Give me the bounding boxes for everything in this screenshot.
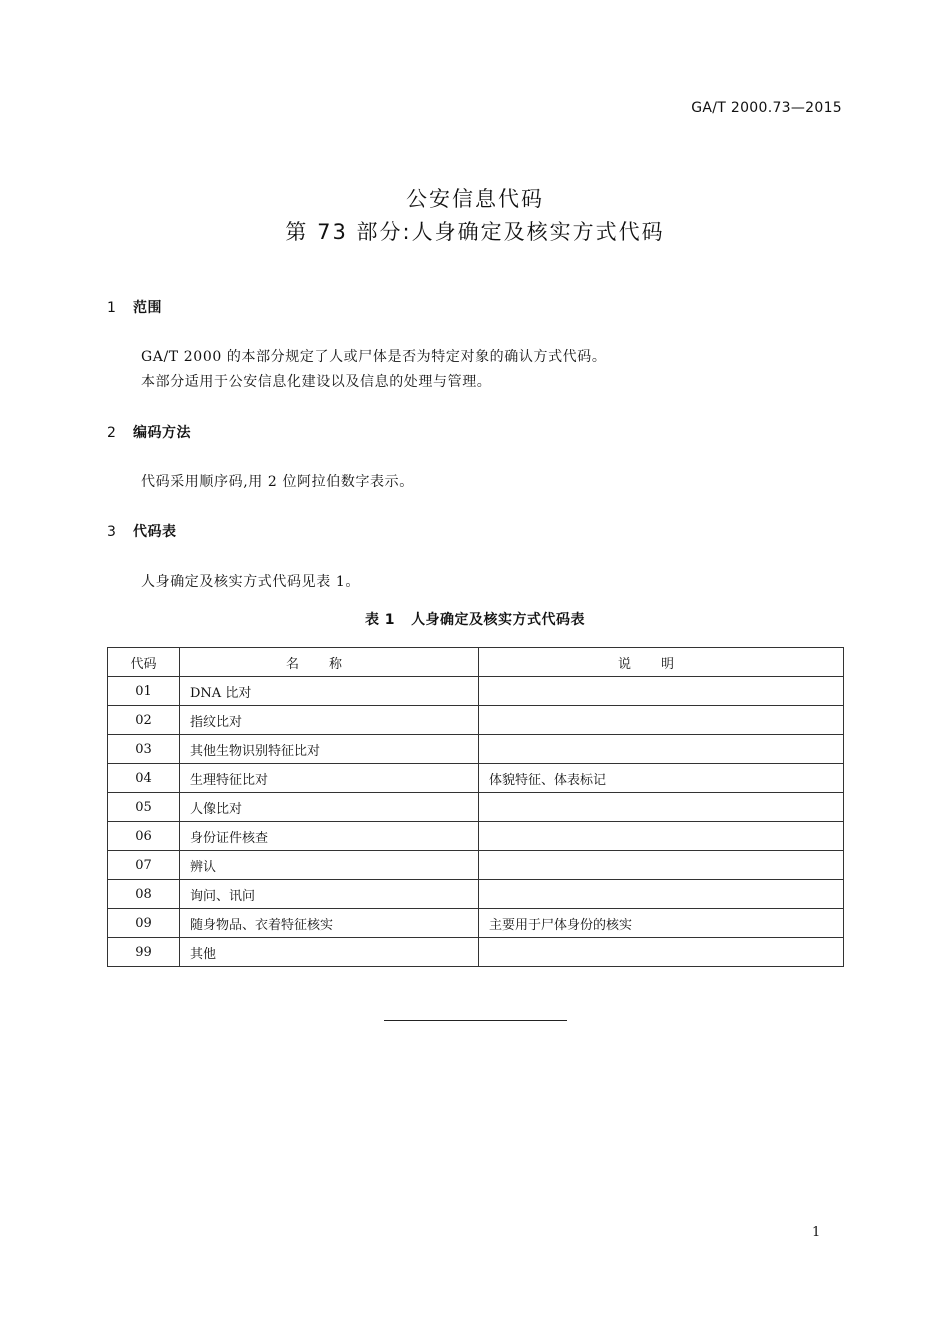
section-heading-coding-method <box>107 422 191 442</box>
table-row <box>108 735 844 764</box>
cell-code: 08 <box>108 880 180 909</box>
standard-code: GA/T 2000.73—2015 <box>691 100 842 116</box>
section-number: 1 <box>107 300 117 316</box>
cell-description <box>479 938 844 967</box>
cell-description <box>479 851 844 880</box>
cell-name: 其他 <box>180 938 479 967</box>
table-row <box>108 909 844 938</box>
header-description: 说明 <box>479 648 844 677</box>
cell-name: 随身物品、衣着特征核实 <box>180 909 479 938</box>
paragraph: 人身确定及核实方式代码见表 1。 <box>141 574 360 590</box>
cell-description <box>479 735 844 764</box>
cell-code: 04 <box>108 764 180 793</box>
header-name: 名称 <box>180 648 479 677</box>
section-heading-code-table <box>107 521 177 541</box>
table-row <box>108 764 844 793</box>
section-number: 3 <box>107 524 117 540</box>
paragraph: 代码采用顺序码,用 2 位阿拉伯数字表示。 <box>141 474 414 490</box>
cell-code: 03 <box>108 735 180 764</box>
cell-code: 05 <box>108 793 180 822</box>
cell-name: 询问、讯问 <box>180 880 479 909</box>
table-header-row <box>108 648 844 677</box>
cell-description <box>479 880 844 909</box>
cell-name: 其他生物识别特征比对 <box>180 735 479 764</box>
page-number: 1 <box>812 1225 821 1240</box>
cell-description <box>479 793 844 822</box>
cell-name: 辨认 <box>180 851 479 880</box>
cell-description <box>479 822 844 851</box>
cell-description: 体貌特征、体表标记 <box>479 764 844 793</box>
paragraph: GA/T 2000 的本部分规定了人或尸体是否为特定对象的确认方式代码。 <box>141 349 607 365</box>
cell-name: 指纹比对 <box>180 706 479 735</box>
table-row <box>108 822 844 851</box>
cell-code: 09 <box>108 909 180 938</box>
table-row <box>108 938 844 967</box>
section-number: 2 <box>107 425 117 441</box>
table-number: 表 1 <box>364 612 396 628</box>
table-row <box>108 793 844 822</box>
cell-code: 07 <box>108 851 180 880</box>
table-row <box>108 677 844 706</box>
cell-description <box>479 677 844 706</box>
cell-code: 02 <box>108 706 180 735</box>
cell-code: 01 <box>108 677 180 706</box>
document-subtitle: 第 73 部分:人身确定及核实方式代码 <box>285 220 665 244</box>
section-title: 编码方法 <box>133 425 191 441</box>
table-caption <box>0 609 950 629</box>
section-title: 范围 <box>133 300 162 316</box>
table-row <box>108 880 844 909</box>
header-code: 代码 <box>108 648 180 677</box>
cell-name: DNA 比对 <box>180 677 479 706</box>
paragraph: 本部分适用于公安信息化建设以及信息的处理与管理。 <box>141 374 492 390</box>
end-rule-divider <box>384 1020 567 1021</box>
code-table <box>107 647 844 967</box>
cell-code: 06 <box>108 822 180 851</box>
table-row <box>108 706 844 735</box>
cell-name: 人像比对 <box>180 793 479 822</box>
cell-description: 主要用于尸体身份的核实 <box>479 909 844 938</box>
cell-name: 生理特征比对 <box>180 764 479 793</box>
section-heading-scope <box>107 297 162 317</box>
section-title: 代码表 <box>133 524 177 540</box>
cell-name: 身份证件核查 <box>180 822 479 851</box>
table-title: 人身确定及核实方式代码表 <box>411 612 586 628</box>
table-row <box>108 851 844 880</box>
cell-description <box>479 706 844 735</box>
cell-code: 99 <box>108 938 180 967</box>
document-title: 公安信息代码 <box>406 187 544 211</box>
